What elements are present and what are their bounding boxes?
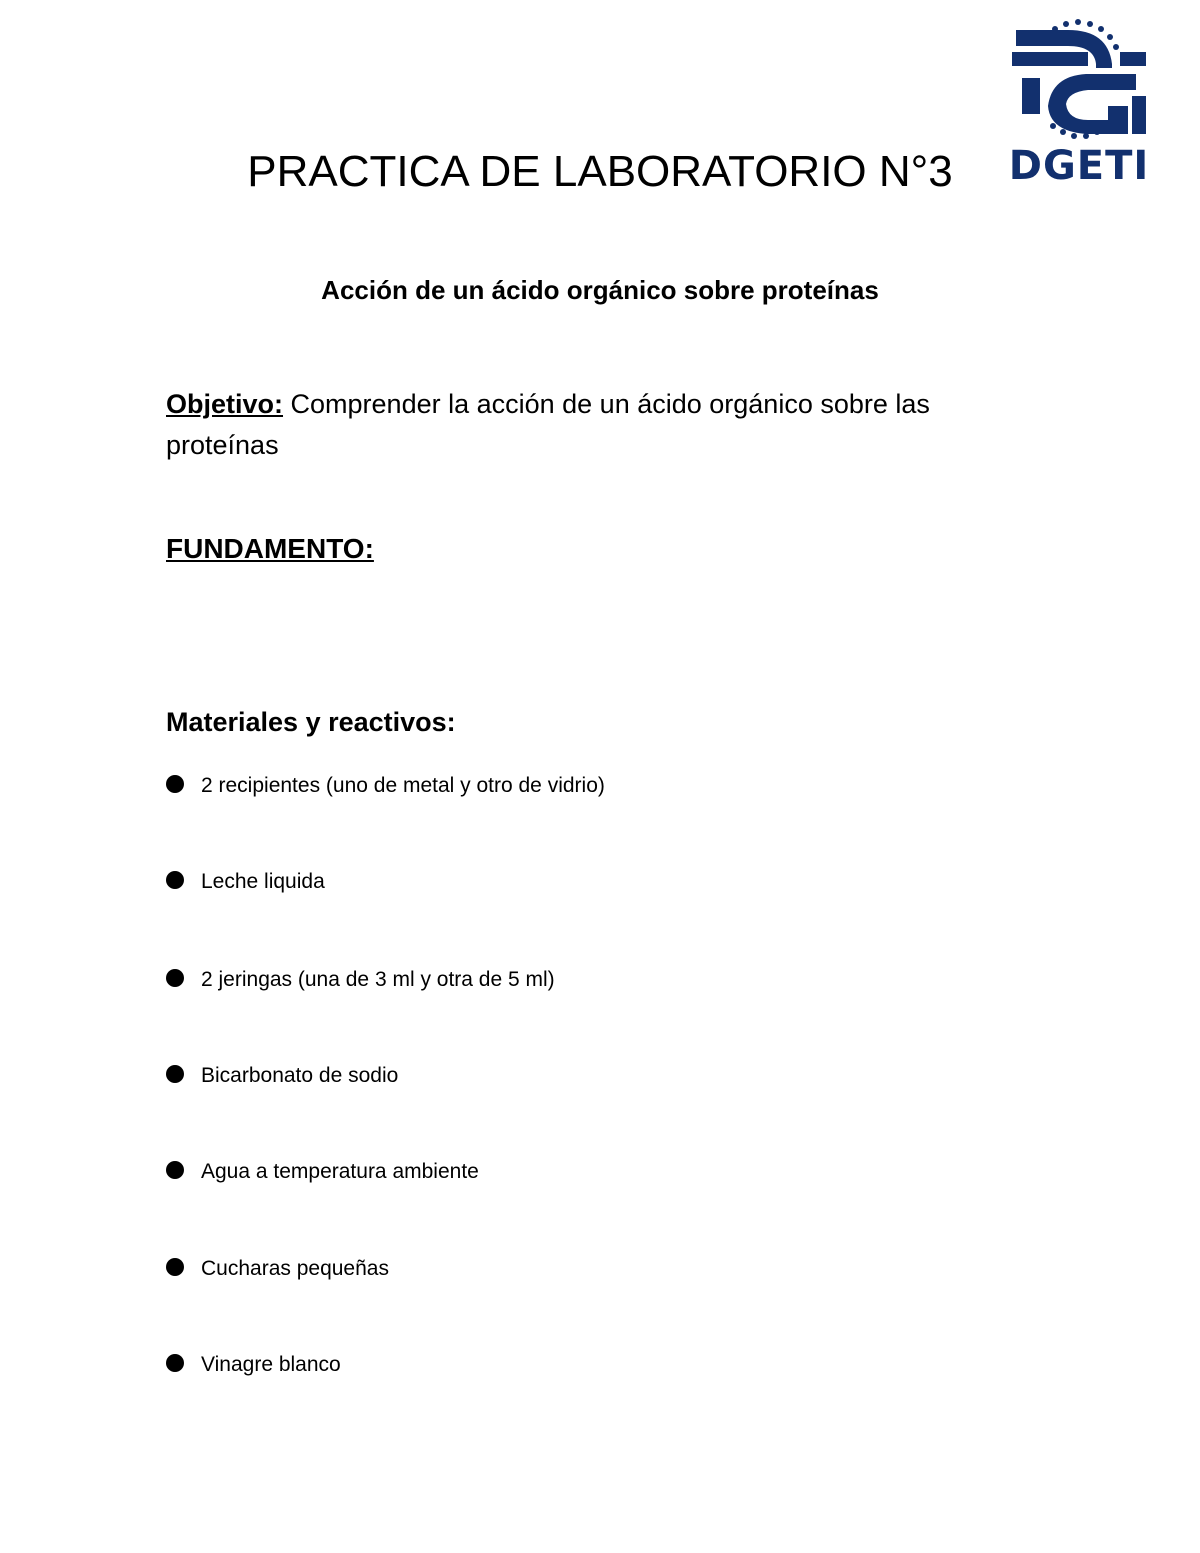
list-item: Cucharas pequeñas (166, 1253, 389, 1285)
page-title: PRACTICA DE LABORATORIO N°3 (247, 147, 953, 196)
objective-paragraph (166, 384, 996, 466)
list-item: 2 jeringas (una de 3 ml y otra de 5 ml) (166, 964, 555, 996)
page-subtitle: Acción de un ácido orgánico sobre proteínas (321, 275, 879, 305)
bullet-icon (166, 1161, 184, 1179)
bullet-icon (166, 1065, 184, 1083)
list-item: Vinagre blanco (166, 1349, 341, 1381)
objective-label: Objetivo: (166, 389, 284, 419)
fundamento-heading: FUNDAMENTO: (166, 533, 374, 564)
bullet-icon (166, 775, 184, 793)
list-item: Agua a temperatura ambiente (166, 1156, 479, 1188)
materials-heading: Materiales y reactivos: (166, 707, 456, 737)
list-item: Leche liquida (166, 866, 325, 898)
dgeti-emblem-icon (1008, 16, 1150, 144)
list-item: 2 recipientes (uno de metal y otro de vidrio) (166, 770, 605, 802)
logo-text: DGETI (1008, 143, 1150, 189)
bullet-icon (166, 969, 184, 987)
list-item: Bicarbonato de sodio (166, 1060, 398, 1092)
bullet-icon (166, 1258, 184, 1276)
bullet-icon (166, 1354, 184, 1372)
bullet-icon (166, 871, 184, 889)
objective-text: Comprender la acción de un ácido orgánico sobre las proteínas (166, 389, 930, 460)
